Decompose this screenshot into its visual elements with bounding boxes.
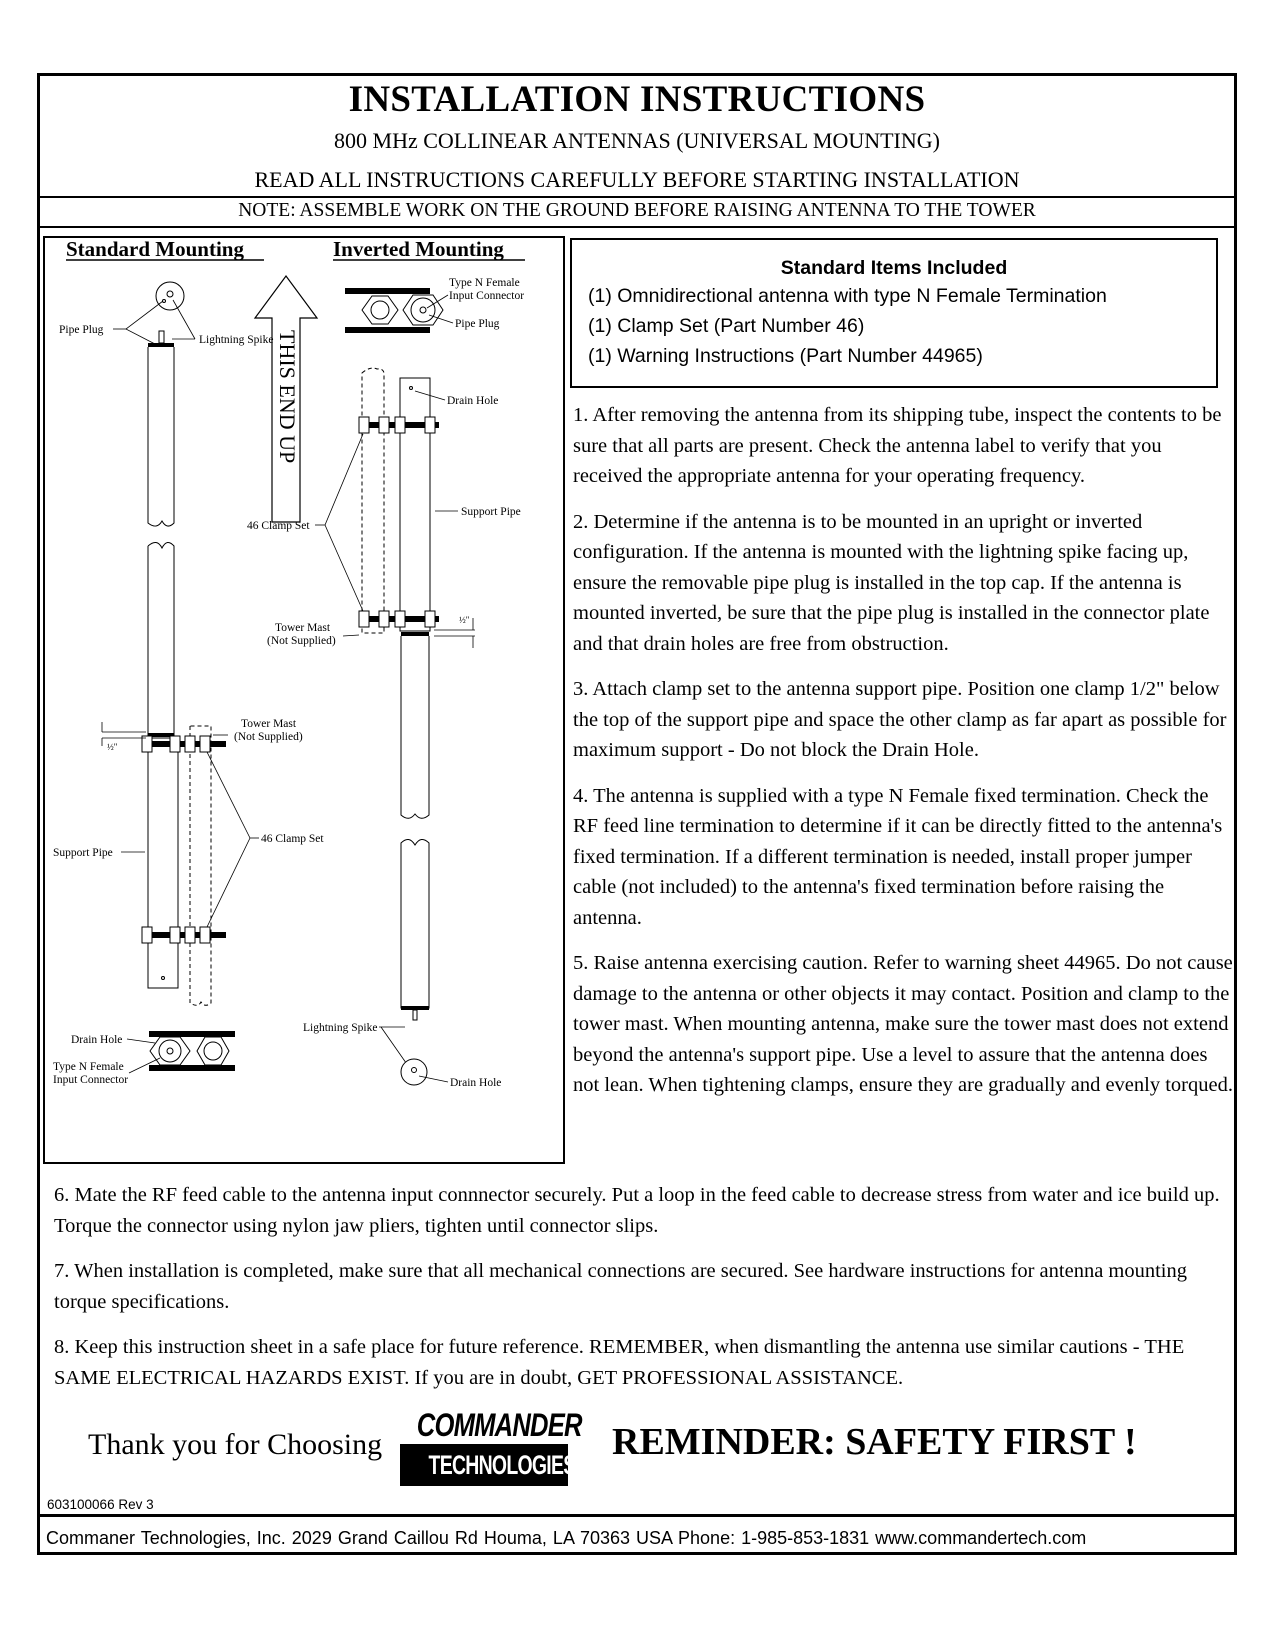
instruction-step-7: 7. When installation is completed, make sure that all mechanical connections are secured. See hardware instructions for antenna mounting torque specifications. [54,1260,1188,1313]
svg-text:Support Pipe: Support Pipe [53,847,113,859]
inverted-mounting-heading: Inverted Mounting [333,238,504,261]
instruction-step-8: 8. Keep this instruction sheet in a safe place for future reference. REMEMBER, when dismantling the antenna use similar cautions - THE SAME ELECTRICAL HAZARDS EXIST. If you are in doubt, GET PROFESSIONAL ASSISTANCE. [54,1336,1185,1389]
divider [40,226,1234,228]
document-number: 603100066 Rev 3 [47,1497,154,1512]
instruction-step-3: 3. Attach clamp set to the antenna support pipe. Position one clamp 1/2" below the top of the support pipe and space the other clamp as far apart as possible for maximum support - Do not block the Drain Hole. [573,678,1227,761]
svg-text:Lightning Spike: Lightning Spike [199,334,274,346]
svg-text:Type N Female: Type N Female [53,1061,124,1073]
standard-items-box [570,238,1218,388]
standard-items-title: Standard Items Included [780,257,1008,279]
mounting-diagram [43,236,565,1164]
svg-text:Input Connector: Input Connector [53,1074,129,1086]
instruction-step-2: 2. Determine if the antenna is to be mounted in an upright or inverted configuration. If the antenna is mounted with the lightning spike facing up, ensure the removable pipe plug is installed in the top cap. If the antenna is mounted inverted, be sure that the pipe plug is installed in the connector plate and that drain holes are free from obstruction. [573,510,1210,655]
svg-text:Support Pipe: Support Pipe [461,506,521,518]
instruction-step-4: 4. The antenna is supplied with a type N Female fixed termination. Check the RF feed line termination to determine if it can be directly fitted to the antenna's fixed termination. If a different termination is needed, install proper jumper cable (not included) to the antenna's fixed termination before raising the antenna. [573,784,1223,929]
thank-you-text: Thank you for Choosing [88,1428,383,1461]
svg-text:Drain Hole: Drain Hole [71,1034,123,1046]
svg-text:Drain Hole: Drain Hole [450,1077,502,1089]
svg-text:Input Connector: Input Connector [449,290,525,302]
standard-mounting-heading: Standard Mounting [66,238,244,261]
included-item: (1) Warning Instructions (Part Number 44965) [588,345,983,367]
page-title: INSTALLATION INSTRUCTIONS [348,79,926,120]
svg-text:Pipe Plug: Pipe Plug [59,324,104,336]
instruction-step-6: 6. Mate the RF feed cable to the antenna input connnector securely. Put a loop in the feed cable to decrease stress from water and ice build up. Torque the connector using nylon jaw pliers, tighten until connector slips. [54,1184,1220,1237]
assembly-note: NOTE: ASSEMBLE WORK ON THE GROUND BEFORE RAISING ANTENNA TO THE TOWER [238,200,1036,221]
instruction-steps-right [573,400,1233,1116]
svg-text:Type N Female: Type N Female [449,277,520,289]
footer-contact: Commaner Technologies, Inc. 2029 Grand Caillou Rd Houma, LA 70363 USA Phone: 1-985-853-1831 www.commandertech.com [46,1528,1087,1548]
svg-text:Tower Mast: Tower Mast [275,622,331,634]
svg-text:(Not Supplied): (Not Supplied) [234,731,303,743]
this-end-up-arrow-icon [255,276,317,522]
svg-text:Tower Mast: Tower Mast [241,718,297,730]
included-item: (1) Omnidirectional antenna with type N Female Termination [588,285,1107,307]
footer-divider [40,1514,1234,1517]
instruction-steps-bottom [54,1180,1234,1408]
svg-text:46 Clamp Set: 46 Clamp Set [261,833,324,845]
svg-text:(Not Supplied): (Not Supplied) [267,635,336,647]
svg-text:Drain Hole: Drain Hole [447,395,499,407]
svg-text:THIS END UP: THIS END UP [275,330,300,464]
read-all-notice: READ ALL INSTRUCTIONS CAREFULLY BEFORE STARTING INSTALLATION [254,167,1020,192]
logo-wordmark-bottom: TECHNOLOGIES [400,1444,568,1486]
svg-text:46 Clamp Set: 46 Clamp Set [247,520,310,532]
safety-reminder: REMINDER: SAFETY FIRST ! [612,1421,1137,1463]
svg-text:½": ½" [459,615,470,625]
divider [40,196,1234,198]
svg-text:Pipe Plug: Pipe Plug [455,318,500,330]
instruction-step-5: 5. Raise antenna exercising caution. Refer to warning sheet 44965. Do not cause damage to the antenna or other objects it may contact. Position and clamp to the tower mast. When mounting antenna, make sure the tower mast does not extend beyond the antenna's support pipe. Use a level to assure that the antenna does not lean. When tightening clamps, ensure they are gradually and evenly torqued. [573,952,1233,1096]
commander-technologies-logo [400,1407,582,1486]
mounting-diagram-drawing [45,238,567,1166]
included-item: (1) Clamp Set (Part Number 46) [588,315,865,337]
instruction-step-1: 1. After removing the antenna from its shipping tube, inspect the contents to be sure that all parts are present. Check the antenna label to verify that you received the appropriate antenna for your operating frequency. [573,404,1222,487]
svg-text:Lightning Spike: Lightning Spike [303,1022,378,1034]
svg-text:½": ½" [107,742,118,752]
connector-top-view-icon [149,1031,235,1071]
inverted-top-view-icon [345,288,443,333]
page-subtitle: 800 MHz COLLINEAR ANTENNAS (UNIVERSAL MOUNTING) [334,128,940,153]
logo-wordmark-top: COMMANDER [416,1407,582,1443]
